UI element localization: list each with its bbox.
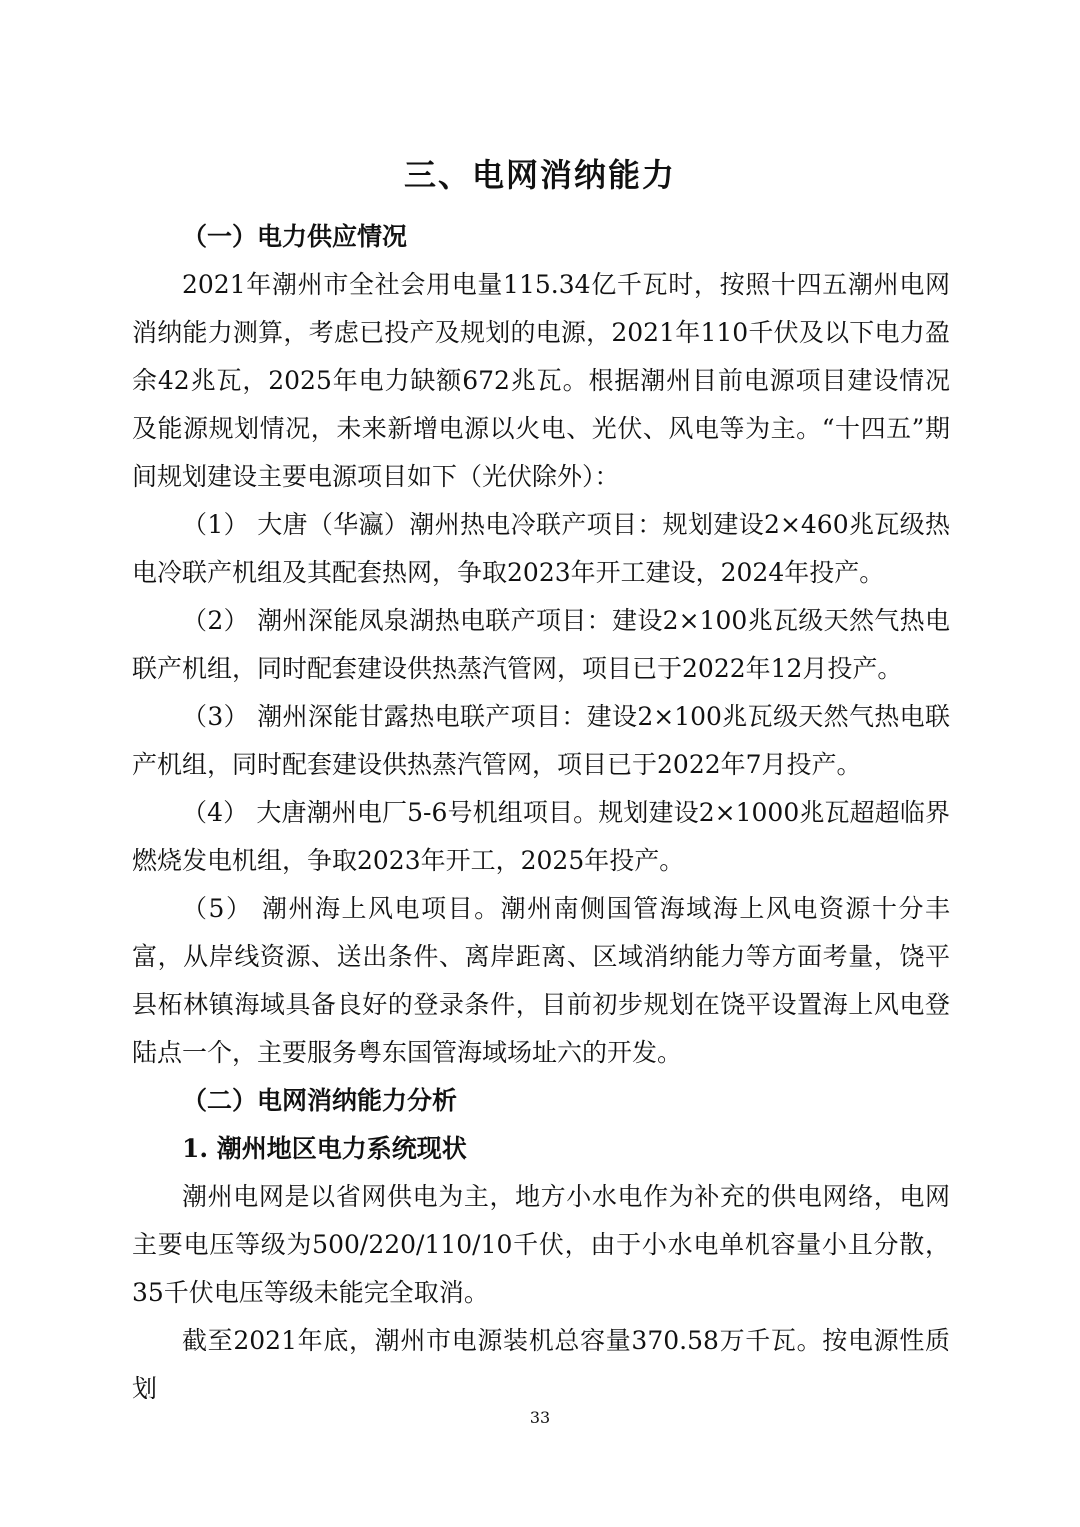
list-item-project-1: （1） 大唐（华瀛）潮州热电冷联产项目：规划建设2×460兆瓦级热电冷联产机组及其配套热网，争取2023年开工建设，2024年投产。	[132, 510, 950, 587]
list-item-project-3: （3） 潮州深能甘露热电联产项目：建设2×100兆瓦级天然气热电联产机组，同时配套建设供热蒸汽管网，项目已于2022年7月投产。	[132, 702, 950, 779]
section-heading-grid-analysis: （二）电网消纳能力分析	[182, 1086, 458, 1115]
page-number: 33	[529, 1408, 551, 1427]
section-heading-power-supply: （一）电力供应情况	[182, 222, 408, 251]
page-title: 三、电网消纳能力	[403, 156, 676, 194]
paragraph-power-overview: 2021年潮州市全社会用电量115.34亿千瓦时，按照十四五潮州电网消纳能力测算，考虑已投产及规划的电源，2021年110千伏及以下电力盈余42兆瓦，2025年电力缺额672兆瓦。根据潮州目前电源项目建设情况及能源规划情况，未来新增电源以火电、光伏、风电等为主。“十四五”期间规划建设主要电源项目如下（光伏除外）：	[132, 270, 950, 491]
list-item-project-4: （4） 大唐潮州电厂5-6号机组项目。规划建设2×1000兆瓦超超临界燃烧发电机组，争取2023年开工，2025年投产。	[132, 798, 950, 875]
list-item-project-5: （5） 潮州海上风电项目。潮州南侧国管海域海上风电资源十分丰富，从岸线资源、送出条件、离岸距离、区域消纳能力等方面考量，饶平县柘林镇海域具备良好的登录条件，目前初步规划在饶平设置海上风电登陆点一个，主要服务粤东国管海域场址六的开发。	[132, 894, 950, 1067]
paragraph-grid-structure: 潮州电网是以省网供电为主，地方小水电作为补充的供电网络，电网主要电压等级为500/220/110/10千伏，由于小水电单机容量小且分散，35千伏电压等级未能完全取消。	[132, 1182, 950, 1307]
list-item-project-2: （2） 潮州深能凤泉湖热电联产项目：建设2×100兆瓦级天然气热电联产机组，同时配套建设供热蒸汽管网，项目已于2022年12月投产。	[132, 606, 950, 683]
subsection-heading-system-status: 1. 潮州地区电力系统现状	[182, 1134, 467, 1163]
paragraph-installed-capacity: 截至2021年底，潮州市电源装机总容量370.58万千瓦。按电源性质划	[132, 1326, 950, 1403]
document-body	[132, 213, 950, 1413]
